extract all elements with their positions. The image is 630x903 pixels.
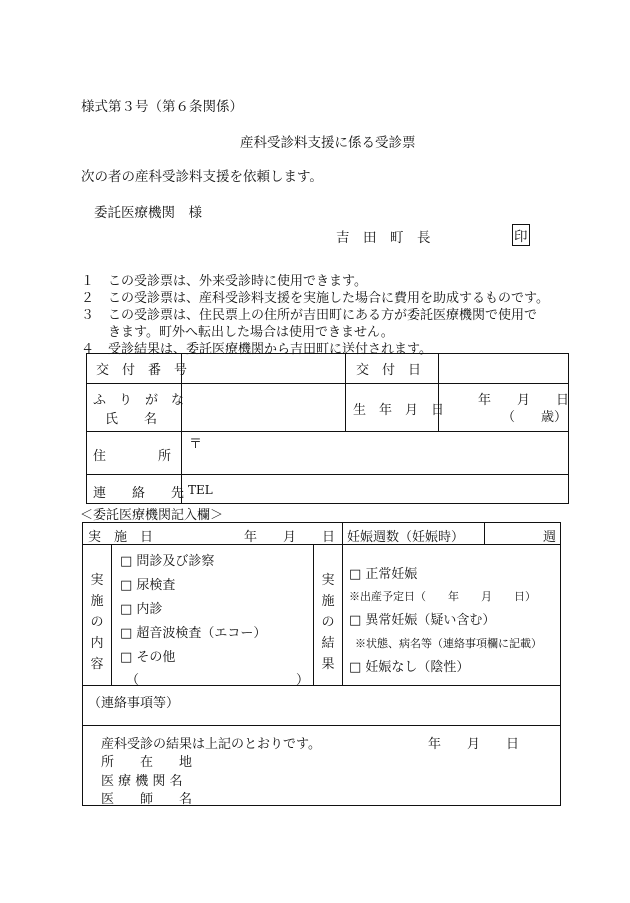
- checkbox-internal-exam[interactable]: □ 内診: [120, 602, 163, 617]
- due-date: ※出産予定日（ 年 月 日）: [349, 590, 536, 603]
- other-paren-close: ）: [296, 673, 310, 688]
- contact-label: 連 絡 先: [93, 486, 185, 501]
- exec-ymd: 年 月 日: [244, 530, 336, 545]
- note-num: ２: [81, 291, 95, 306]
- postal-mark: 〒: [189, 437, 203, 452]
- form-number: 様式第３号（第６条関係）: [81, 99, 243, 115]
- checkbox-not-pregnant[interactable]: □ 妊娠なし（陰性）: [349, 660, 470, 675]
- checkbox-ultrasound[interactable]: □ 超音波検査（エコー）: [120, 626, 267, 641]
- checkbox-normal-pregnancy[interactable]: □ 正常妊娠: [349, 567, 418, 582]
- note-text: この受診票は、産科受診料支援を実施した場合に費用を助成するものです。: [108, 291, 549, 306]
- addressee: 委託医療機関 様: [94, 205, 202, 221]
- note-num: ３: [81, 308, 95, 323]
- abnormal-note: ※状態、病名等（連絡事項欄に記載）: [355, 637, 542, 650]
- note-text: 受診結果は、委託医療機関から吉田町に送付されます。: [108, 342, 432, 357]
- content-label: 実 施 の 内 容: [90, 573, 104, 672]
- birth-ymd: 年 月 日: [478, 393, 570, 408]
- name-label: 氏 名: [105, 412, 158, 427]
- checkbox-other[interactable]: □ その他: [120, 650, 176, 665]
- section-header: ＜委託医療機関記入欄＞: [80, 508, 224, 523]
- checkbox-urine-test[interactable]: □ 尿検査: [120, 578, 176, 593]
- address-label: 住 所: [93, 449, 172, 464]
- checkbox-abnormal-pregnancy[interactable]: □ 異常妊娠（疑い含む）: [349, 613, 496, 628]
- birthdate-label: 生 年 月 日: [353, 403, 445, 418]
- note-num: １: [81, 274, 95, 289]
- other-paren-open: （: [126, 673, 140, 688]
- note-text: この受診票は、外来受診時に使用できます。: [108, 274, 367, 289]
- weeks-label: 妊娠週数（妊娠時）: [347, 530, 465, 545]
- remarks-label: （連絡事項等）: [88, 696, 180, 711]
- tel-label: TEL: [188, 483, 213, 497]
- request-text: 次の者の産科受診料支援を依頼します。: [81, 169, 323, 185]
- furigana-label: ふ り が な: [93, 393, 185, 408]
- result-statement: 産科受診の結果は上記のとおりです。: [101, 737, 321, 752]
- institution-label: 医 療 機 関 名: [101, 774, 183, 789]
- note-num: ４: [81, 342, 95, 357]
- result-ymd: 年 月 日: [428, 737, 520, 752]
- weeks-unit: 週: [543, 530, 557, 545]
- issuer: 吉 田 町 長: [336, 230, 431, 246]
- note-text: この受診票は、住民票上の住所が吉田町にある方が委託医療機関で使用で: [108, 308, 538, 323]
- issue-date-label: 交 付 日: [356, 363, 422, 378]
- result-label: 実 施 の 結 果: [321, 573, 335, 672]
- exec-date-label: 実 施 日: [88, 530, 154, 545]
- checkbox-interview[interactable]: □ 問診及び診察: [120, 554, 215, 569]
- seal-mark: 印: [512, 224, 530, 246]
- age-field: （ 歳）: [502, 410, 568, 425]
- location-label: 所 在 地: [101, 755, 193, 770]
- doctor-label: 医 師 名: [101, 792, 193, 807]
- issue-number-label: 交 付 番 号: [96, 363, 188, 378]
- note-text-continued: きます。町外へ転出した場合は使用できません。: [108, 325, 394, 340]
- form-title: 産科受診料支援に係る受診票: [240, 135, 416, 151]
